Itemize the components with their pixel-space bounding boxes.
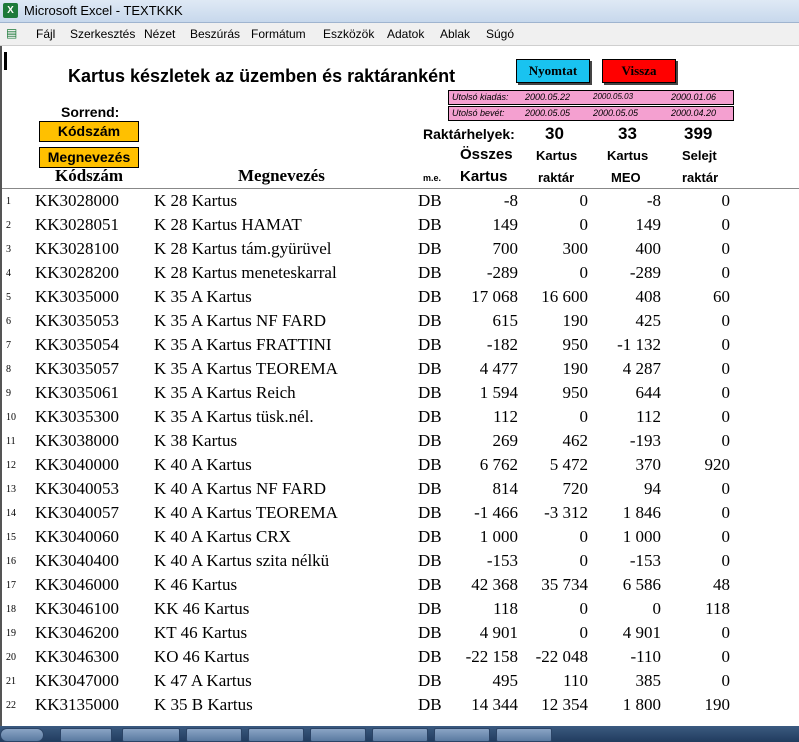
cell-code[interactable]: KK3040053 <box>35 479 120 498</box>
header-w3-line2: raktár <box>682 170 719 185</box>
header-w1-line2: raktár <box>538 170 575 185</box>
cell-w1[interactable]: 0 <box>579 215 588 234</box>
menu-format[interactable]: Formátum <box>251 27 306 41</box>
cell-code[interactable]: KK3046000 <box>35 575 120 594</box>
cell-w1[interactable]: 0 <box>579 527 588 546</box>
cell-unit[interactable]: DB <box>418 407 442 426</box>
cell-name[interactable]: KO 46 Kartus <box>154 647 250 666</box>
cell-w1[interactable]: 0 <box>579 191 588 210</box>
menu-bar <box>0 23 799 46</box>
cell-total[interactable]: -182 <box>486 335 518 354</box>
cell-w2[interactable]: -153 <box>629 551 661 570</box>
cell-unit[interactable]: DB <box>418 455 442 474</box>
menu-data[interactable]: Adatok <box>387 27 425 41</box>
cell-unit[interactable]: DB <box>418 647 442 666</box>
cell-name[interactable]: K 38 Kartus <box>154 431 238 450</box>
cell-total[interactable]: 4 901 <box>479 623 518 642</box>
cell-w2[interactable]: 4 287 <box>622 359 661 378</box>
cell-code[interactable]: KK3028200 <box>35 263 120 282</box>
cell-unit[interactable]: DB <box>418 503 442 522</box>
cell-unit[interactable]: DB <box>418 431 442 450</box>
cell-name[interactable]: KT 46 Kartus <box>154 623 248 642</box>
cell-code[interactable]: KK3028051 <box>35 215 120 234</box>
cell-w2[interactable]: 4 901 <box>622 623 661 642</box>
cell-unit[interactable]: DB <box>418 695 442 714</box>
cell-total[interactable]: -1 466 <box>474 503 518 522</box>
cell-name[interactable]: K 35 A Kartus FRATTINI <box>154 335 332 354</box>
cell-name[interactable]: K 35 A Kartus Reich <box>154 383 296 402</box>
cell-w2[interactable]: 644 <box>635 383 661 402</box>
cell-total[interactable]: 4 477 <box>479 359 518 378</box>
header-w2-line2: MEO <box>611 170 641 185</box>
cell-name[interactable]: K 35 A Kartus tüsk.nél. <box>154 407 314 426</box>
row-number: 7 <box>6 340 11 351</box>
row-number: 11 <box>6 436 16 447</box>
taskbar-app-icon[interactable] <box>372 728 428 742</box>
row-number: 15 <box>6 532 16 543</box>
cell-w2[interactable]: 149 <box>635 215 661 234</box>
cell-w3[interactable]: 190 <box>704 695 730 714</box>
sort-by-code-button[interactable]: Kódszám <box>39 121 139 142</box>
start-icon[interactable] <box>0 728 44 742</box>
taskbar-app-icon[interactable] <box>248 728 304 742</box>
warehouse-3-number: 399 <box>684 124 713 143</box>
last-receipt-date-1: 2000.05.05 <box>525 108 571 118</box>
cell-w3[interactable]: 0 <box>721 647 730 666</box>
taskbar-excel-icon[interactable] <box>496 728 552 742</box>
sort-by-name-button[interactable]: Megnevezés <box>39 147 139 168</box>
row-number: 13 <box>6 484 16 495</box>
cell-w2[interactable]: 6 586 <box>622 575 661 594</box>
cell-code[interactable]: KK3040057 <box>35 503 120 522</box>
cell-w3[interactable]: 0 <box>721 239 730 258</box>
row-number: 6 <box>6 316 11 327</box>
cell-total[interactable]: -22 158 <box>465 647 518 666</box>
cell-code[interactable]: KK3135000 <box>35 695 120 714</box>
cell-name[interactable]: K 28 Kartus <box>154 191 238 210</box>
cell-code[interactable]: KK3040060 <box>35 527 120 546</box>
cell-code[interactable]: KK3046200 <box>35 623 120 642</box>
header-w3-line1: Selejt <box>682 148 717 163</box>
cell-total[interactable]: 118 <box>493 599 518 618</box>
cell-w1[interactable]: 5 472 <box>549 455 588 474</box>
cell-w2[interactable]: 1 800 <box>622 695 661 714</box>
cell-w1[interactable]: 35 734 <box>541 575 588 594</box>
cell-name[interactable]: K 46 Kartus <box>154 575 238 594</box>
cell-unit[interactable]: DB <box>418 383 442 402</box>
cell-total[interactable]: 495 <box>492 671 518 690</box>
row-number: 14 <box>6 508 16 519</box>
cell-unit[interactable]: DB <box>418 239 442 258</box>
cell-w3[interactable]: 60 <box>713 287 730 306</box>
back-button[interactable]: Vissza <box>602 59 676 83</box>
cell-code[interactable]: KK3028100 <box>35 239 120 258</box>
cell-w2[interactable]: -1 132 <box>617 335 661 354</box>
cell-unit[interactable]: DB <box>418 287 442 306</box>
taskbar-app-icon[interactable] <box>186 728 242 742</box>
cell-total[interactable]: 14 344 <box>471 695 518 714</box>
cell-total[interactable]: 814 <box>492 479 518 498</box>
cell-w3[interactable]: 0 <box>721 215 730 234</box>
header-divider <box>2 188 799 189</box>
window-titlebar <box>0 0 799 23</box>
cell-unit[interactable]: DB <box>418 263 442 282</box>
cell-name[interactable]: K 40 A Kartus szita nélkü <box>154 551 330 570</box>
cell-code[interactable]: KK3035061 <box>35 383 120 402</box>
cell-unit[interactable]: DB <box>418 311 442 330</box>
header-total-line2: Kartus <box>460 168 508 185</box>
cell-w2[interactable]: 112 <box>636 407 661 426</box>
cell-w1[interactable]: 190 <box>562 311 588 330</box>
cell-w1[interactable]: 12 354 <box>541 695 588 714</box>
last-issue-label: Utolsó kiadás: <box>452 92 509 102</box>
row-number: 8 <box>6 364 11 375</box>
cell-total[interactable]: 1 000 <box>479 527 518 546</box>
taskbar-app-icon[interactable] <box>310 728 366 742</box>
cell-w3[interactable]: 0 <box>721 335 730 354</box>
header-total-line1: Összes <box>460 146 513 163</box>
taskbar <box>0 726 799 742</box>
header-w2-line1: Kartus <box>607 148 649 163</box>
menu-file[interactable]: Fájl <box>36 27 56 41</box>
cell-w2[interactable]: 408 <box>635 287 661 306</box>
row-number: 10 <box>6 412 16 423</box>
cell-w2[interactable]: 385 <box>635 671 661 690</box>
cell-w1[interactable]: 110 <box>563 671 588 690</box>
cell-w3[interactable]: 0 <box>721 671 730 690</box>
cell-code[interactable]: KK3035053 <box>35 311 120 330</box>
cell-w1[interactable]: 0 <box>579 623 588 642</box>
cell-w3[interactable]: 0 <box>721 359 730 378</box>
cell-w2[interactable]: 1 846 <box>622 503 661 522</box>
cell-w3[interactable]: 0 <box>721 623 730 642</box>
last-issue-date-1: 2000.05.22 <box>525 92 571 102</box>
cell-code[interactable]: KK3040000 <box>35 455 120 474</box>
cell-code[interactable]: KK3047000 <box>35 671 120 690</box>
menu-tools[interactable]: Eszközök <box>323 27 375 41</box>
cell-unit[interactable]: DB <box>418 623 442 642</box>
row-number: 16 <box>6 556 16 567</box>
row-number: 17 <box>6 580 16 591</box>
row-number: 5 <box>6 292 11 303</box>
header-unit: m.e. <box>423 173 442 183</box>
workbook-icon[interactable]: ▤ <box>6 26 18 40</box>
cell-code[interactable]: KK3035000 <box>35 287 120 306</box>
cell-code[interactable]: KK3040400 <box>35 551 120 570</box>
cell-cursor <box>4 52 7 70</box>
cell-w1[interactable]: 0 <box>579 551 588 570</box>
cell-w1[interactable]: 190 <box>562 359 588 378</box>
cell-w3[interactable]: 118 <box>705 599 730 618</box>
cell-name[interactable]: KK 46 Kartus <box>154 599 250 618</box>
cell-name[interactable]: K 28 Kartus tám.gyürüvel <box>154 239 332 258</box>
excel-icon: X <box>3 3 18 18</box>
last-issue-box <box>448 90 734 105</box>
row-number: 12 <box>6 460 16 471</box>
header-name: Megnevezés <box>238 166 325 185</box>
cell-code[interactable]: KK3028000 <box>35 191 120 210</box>
cell-w3[interactable]: 0 <box>721 311 730 330</box>
menu-window[interactable]: Ablak <box>440 27 471 41</box>
row-number: 1 <box>6 196 11 207</box>
window-title: Microsoft Excel - TEXTKKK <box>24 3 183 18</box>
cell-total[interactable]: 615 <box>492 311 518 330</box>
cell-w1[interactable]: 0 <box>579 599 588 618</box>
cell-total[interactable]: 700 <box>492 239 518 258</box>
warehouse-1-number: 30 <box>545 124 564 143</box>
cell-total[interactable]: 269 <box>492 431 518 450</box>
cell-total[interactable]: -153 <box>486 551 518 570</box>
cell-name[interactable]: K 40 A Kartus <box>154 455 252 474</box>
cell-w2[interactable]: -289 <box>629 263 661 282</box>
last-receipt-box <box>448 106 734 121</box>
cell-w1[interactable]: 16 600 <box>541 287 588 306</box>
cell-unit[interactable]: DB <box>418 215 442 234</box>
cell-name[interactable]: K 35 B Kartus <box>154 695 253 714</box>
last-receipt-label: Utolsó bevét: <box>452 108 505 118</box>
cell-w3[interactable]: 0 <box>721 551 730 570</box>
cell-name[interactable]: K 40 A Kartus TEOREMA <box>154 503 338 522</box>
last-issue-date-3: 2000.01.06 <box>671 92 717 102</box>
cell-w3[interactable]: 0 <box>721 479 730 498</box>
menu-edit[interactable]: Szerkesztés <box>70 27 136 41</box>
cell-total[interactable]: -8 <box>503 191 518 210</box>
cell-total[interactable]: 17 068 <box>471 287 518 306</box>
cell-w1[interactable]: 720 <box>562 479 588 498</box>
cell-total[interactable]: 42 368 <box>471 575 518 594</box>
cell-w1[interactable]: -22 048 <box>535 647 588 666</box>
cell-total[interactable]: -289 <box>486 263 518 282</box>
cell-w3[interactable]: 0 <box>721 431 730 450</box>
cell-name[interactable]: K 28 Kartus HAMAT <box>154 215 302 234</box>
cell-w1[interactable]: -3 312 <box>544 503 588 522</box>
cell-unit[interactable]: DB <box>418 551 442 570</box>
menu-insert[interactable]: Beszúrás <box>190 27 241 41</box>
row-number: 21 <box>6 676 16 687</box>
cell-total[interactable]: 1 594 <box>479 383 518 402</box>
cell-code[interactable]: KK3035054 <box>35 335 120 354</box>
cell-w2[interactable]: -8 <box>646 191 661 210</box>
cell-w3[interactable]: 920 <box>704 455 730 474</box>
row-number: 9 <box>6 388 11 399</box>
cell-unit[interactable]: DB <box>418 671 442 690</box>
cell-total[interactable]: 6 762 <box>479 455 518 474</box>
row-number: 18 <box>6 604 16 615</box>
cell-total[interactable]: 112 <box>493 407 518 426</box>
cell-w3[interactable]: 0 <box>721 503 730 522</box>
cell-unit[interactable]: DB <box>418 479 442 498</box>
sort-label: Sorrend: <box>61 104 120 120</box>
cell-code[interactable]: KK3046300 <box>35 647 120 666</box>
taskbar-app-icon[interactable] <box>122 728 180 742</box>
cell-w1[interactable]: 0 <box>579 263 588 282</box>
cell-w3[interactable]: 0 <box>721 191 730 210</box>
cell-w3[interactable]: 0 <box>721 383 730 402</box>
print-button[interactable]: Nyomtat <box>516 59 590 83</box>
cell-w2[interactable]: 94 <box>644 479 661 498</box>
row-number: 2 <box>6 220 11 231</box>
cell-w3[interactable]: 0 <box>721 527 730 546</box>
cell-name[interactable]: K 40 A Kartus CRX <box>154 527 291 546</box>
cell-w2[interactable]: 0 <box>652 599 661 618</box>
cell-w3[interactable]: 0 <box>721 407 730 426</box>
cell-w1[interactable]: 950 <box>562 335 588 354</box>
header-w1-line1: Kartus <box>536 148 578 163</box>
row-number: 19 <box>6 628 16 639</box>
row-number: 3 <box>6 244 11 255</box>
sheet-title: Kartus készletek az üzemben és raktáranként <box>68 66 456 86</box>
cell-w3[interactable]: 0 <box>721 263 730 282</box>
cell-w1[interactable]: 462 <box>562 431 588 450</box>
warehouse-2-number: 33 <box>618 124 637 143</box>
cell-unit[interactable]: DB <box>418 527 442 546</box>
cell-name[interactable]: K 35 A Kartus NF FARD <box>154 311 327 330</box>
cell-name[interactable]: K 40 A Kartus NF FARD <box>154 479 327 498</box>
cell-name[interactable]: K 47 A Kartus <box>154 671 252 690</box>
cell-name[interactable]: K 35 A Kartus TEOREMA <box>154 359 338 378</box>
cell-code[interactable]: KK3035300 <box>35 407 120 426</box>
cell-w2[interactable]: 425 <box>635 311 661 330</box>
cell-name[interactable]: K 28 Kartus meneteskarral <box>154 263 337 282</box>
cell-unit[interactable]: DB <box>418 335 442 354</box>
cell-total[interactable]: 149 <box>492 215 518 234</box>
cell-code[interactable]: KK3035057 <box>35 359 120 378</box>
menu-view[interactable]: Nézet <box>144 27 176 41</box>
cell-w2[interactable]: -110 <box>630 647 661 666</box>
cell-w2[interactable]: 400 <box>635 239 661 258</box>
last-issue-date-2: 2000.05.03 <box>593 92 634 101</box>
last-receipt-date-2: 2000.05.05 <box>593 108 639 118</box>
cell-w2[interactable]: 1 000 <box>622 527 661 546</box>
cell-w2[interactable]: -193 <box>629 431 661 450</box>
taskbar-app-icon[interactable] <box>434 728 490 742</box>
cell-w3[interactable]: 48 <box>713 575 730 594</box>
cell-unit[interactable]: DB <box>418 599 442 618</box>
warehouses-label: Raktárhelyek: <box>423 126 515 142</box>
cell-w1[interactable]: 0 <box>579 407 588 426</box>
header-code: Kódszám <box>55 166 123 185</box>
cell-name[interactable]: K 35 A Kartus <box>154 287 252 306</box>
row-number: 20 <box>6 652 16 663</box>
taskbar-browser-icon[interactable] <box>60 728 112 742</box>
row-number: 4 <box>6 268 11 279</box>
cell-unit[interactable]: DB <box>418 191 442 210</box>
cell-w2[interactable]: 370 <box>635 455 661 474</box>
row-number: 22 <box>6 700 16 711</box>
cell-w1[interactable]: 950 <box>562 383 588 402</box>
last-receipt-date-3: 2000.04.20 <box>671 108 717 118</box>
cell-unit[interactable]: DB <box>418 359 442 378</box>
cell-code[interactable]: KK3046100 <box>35 599 120 618</box>
cell-code[interactable]: KK3038000 <box>35 431 120 450</box>
cell-unit[interactable]: DB <box>418 575 442 594</box>
menu-help[interactable]: Súgó <box>486 27 515 41</box>
cell-w1[interactable]: 300 <box>562 239 588 258</box>
